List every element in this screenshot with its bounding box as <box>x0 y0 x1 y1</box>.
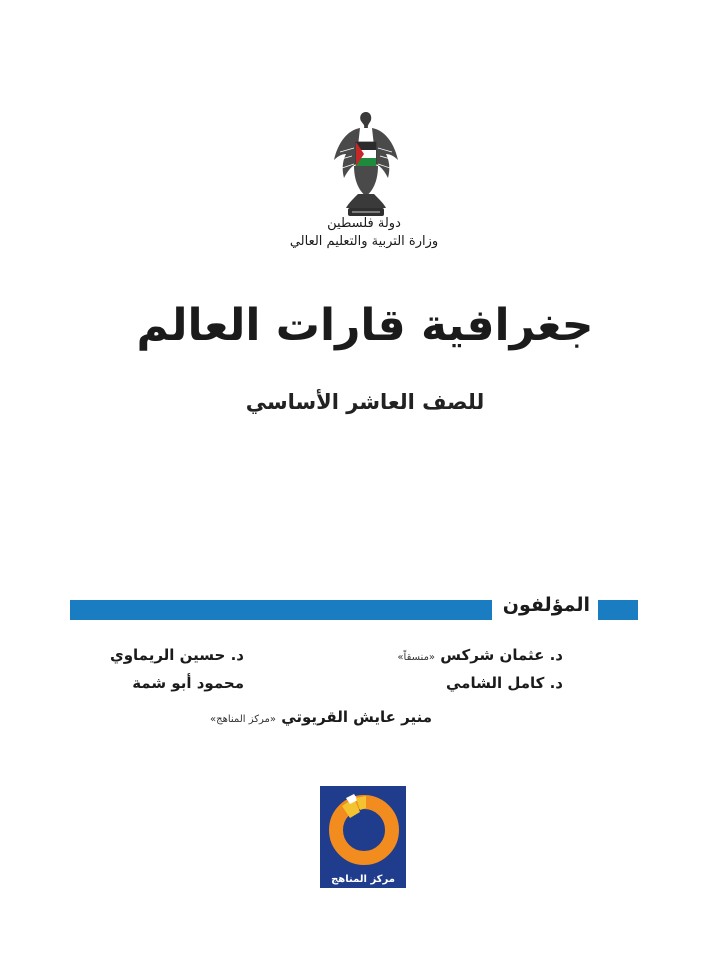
curriculum-center-logo <box>320 786 406 888</box>
book-title: جغرافية قارات العالم <box>136 300 594 351</box>
curriculum-center-logo-icon <box>320 786 406 872</box>
author-name-text: منير عايش القريوتي <box>281 708 432 726</box>
ministry-name: وزارة التربية والتعليم العالي <box>289 234 439 249</box>
palestinian-eagle-emblem-icon <box>330 108 402 220</box>
author-name <box>210 708 432 726</box>
author-name <box>110 646 244 664</box>
logo-label: مركز المناهج <box>331 874 395 885</box>
authors-accent-square <box>598 600 638 620</box>
author-role-note: «مركز المناهج» <box>210 714 276 725</box>
authors-divider-bar <box>70 600 492 620</box>
author-name <box>397 646 563 664</box>
author-name-text: د. كامل الشامي <box>445 674 563 692</box>
author-role-note: «منسقاً» <box>397 652 436 663</box>
author-name-text: د. عثمان شركس <box>440 646 563 664</box>
author-name-text: د. حسين الريماوي <box>109 646 244 664</box>
author-name <box>446 674 563 692</box>
author-name-text: محمود أبو شمة <box>132 674 244 692</box>
grade-subtitle: للصف العاشر الأساسي <box>245 390 485 414</box>
state-name: دولة فلسطين <box>327 216 401 231</box>
author-name <box>132 674 244 692</box>
authors-heading: المؤلفون <box>502 594 590 616</box>
